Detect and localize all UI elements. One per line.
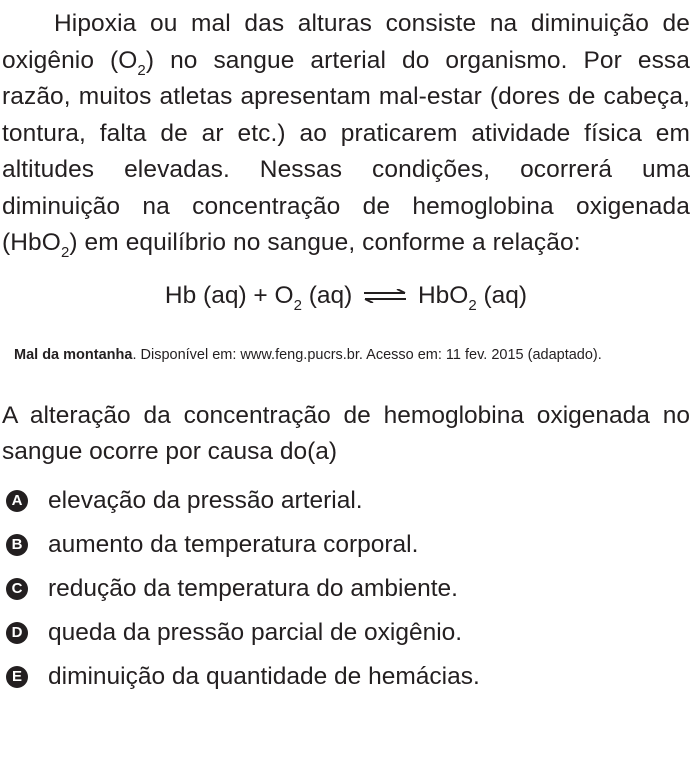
equation-product: HbO (417, 281, 469, 309)
answer-options (2, 479, 690, 699)
equation-product-state: (aq) (476, 281, 528, 309)
equilibrium-arrow-icon (363, 276, 407, 316)
o2-subscript: 2 (137, 61, 146, 79)
passage-part-2: ) no sangue arterial do organismo. Por essa razão, muitos atletas apresentam mal-estar (dores de cabeça, tontura, falta de ar etc.) ao praticarem atividade física em altitudes elevadas. Nessas condições, ocorrerá uma diminuição na concentração de hemoglobina oxigenada (HbO (2, 46, 691, 256)
option-a[interactable] (2, 479, 690, 523)
equation-hbo2-subscript: 2 (468, 296, 477, 314)
option-d-text: queda da pressão parcial de oxigênio. (48, 618, 463, 646)
option-a-text: elevação da pressão arterial. (48, 486, 363, 514)
chemical-equation (2, 276, 690, 316)
option-a-letter-icon: A (6, 490, 28, 512)
option-e[interactable] (2, 655, 690, 699)
option-e-letter-icon: E (6, 666, 28, 688)
option-b-text: aumento da temperatura corporal. (48, 530, 419, 558)
option-d-letter-icon: D (6, 622, 28, 644)
source-citation (14, 346, 690, 364)
option-b[interactable] (2, 523, 690, 567)
option-d[interactable] (2, 611, 690, 655)
option-c[interactable] (2, 567, 690, 611)
equation-reactant-1: Hb (aq) + O (164, 281, 294, 309)
source-title: Mal da montanha (14, 346, 133, 363)
question-stem: A alteração da concentração de hemoglobina oxigenada no sangue ocorre por causa do(a) (2, 401, 690, 465)
hbo2-subscript: 2 (60, 244, 70, 261)
equation-reactant-2: (aq) (301, 281, 353, 309)
passage-part-1: Hipoxia ou mal das alturas consiste na diminuição de oxigênio (O (2, 10, 690, 74)
option-b-letter-icon: B (6, 534, 28, 556)
option-c-letter-icon: C (6, 578, 28, 600)
option-c-text: redução da temperatura do ambiente. (48, 574, 458, 602)
option-e-text: diminuição da quantidade de hemácias. (48, 662, 480, 690)
passage-part-3: ) em equilíbrio no sangue, conforme a relação: (69, 229, 581, 256)
source-details: . Disponível em: www.feng.pucrs.br. Acesso em: 11 fev. 2015 (adaptado). (132, 346, 602, 363)
passage-text (2, 6, 690, 262)
equation-o2-subscript: 2 (293, 296, 302, 314)
